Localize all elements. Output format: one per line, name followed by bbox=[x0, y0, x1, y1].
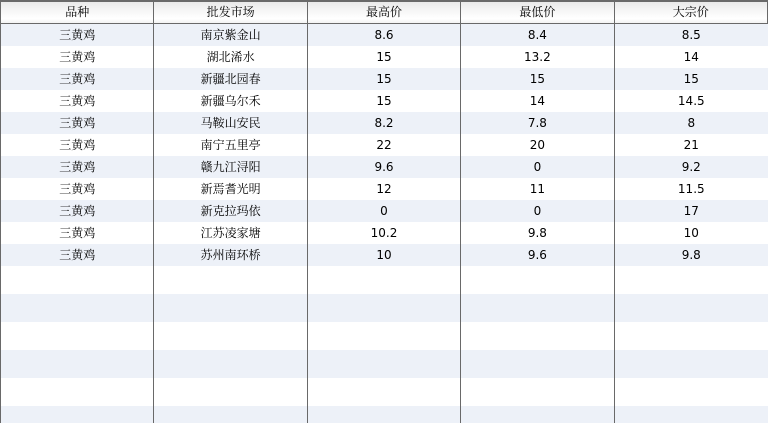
empty-cell bbox=[154, 378, 307, 406]
empty-cell bbox=[615, 406, 768, 423]
empty-cell bbox=[308, 406, 461, 423]
cell-variety: 三黄鸡 bbox=[1, 24, 154, 46]
empty-cell bbox=[154, 266, 307, 294]
table-row[interactable] bbox=[1, 244, 768, 266]
empty-cell bbox=[1, 350, 154, 378]
cell-low: 11 bbox=[461, 178, 614, 200]
cell-high: 9.6 bbox=[308, 156, 461, 178]
cell-low: 13.2 bbox=[461, 46, 614, 68]
column-header-high[interactable]: 最高价 bbox=[308, 2, 461, 23]
table-row[interactable] bbox=[1, 46, 768, 68]
cell-variety: 三黄鸡 bbox=[1, 178, 154, 200]
empty-cell bbox=[154, 294, 307, 322]
cell-variety: 三黄鸡 bbox=[1, 112, 154, 134]
empty-row bbox=[1, 406, 768, 423]
cell-bulk: 17 bbox=[683, 204, 699, 218]
cell-bulk: 10 bbox=[683, 226, 699, 240]
cell-variety: 三黄鸡 bbox=[1, 222, 154, 244]
empty-cell bbox=[154, 350, 307, 378]
table-row[interactable] bbox=[1, 90, 768, 112]
empty-cell bbox=[1, 322, 154, 350]
table-row[interactable] bbox=[1, 68, 768, 90]
cell-high: 10 bbox=[308, 244, 461, 266]
empty-cell bbox=[308, 294, 461, 322]
cell-high: 15 bbox=[308, 90, 461, 112]
empty-cell bbox=[615, 266, 768, 294]
cell-market: 南宁五里亭 bbox=[154, 134, 307, 156]
empty-cell bbox=[615, 294, 768, 322]
cell-low: 7.8 bbox=[461, 112, 614, 134]
empty-row bbox=[1, 378, 768, 406]
empty-cell bbox=[461, 350, 614, 378]
empty-cell bbox=[308, 350, 461, 378]
cell-variety: 三黄鸡 bbox=[1, 244, 154, 266]
empty-row bbox=[1, 266, 768, 294]
cell-high: 22 bbox=[308, 134, 461, 156]
cell-bulk: 8 bbox=[687, 116, 696, 130]
cell-bulk: 9.2 bbox=[681, 160, 701, 174]
cell-market: 南京紫金山 bbox=[154, 24, 307, 46]
cell-low: 8.4 bbox=[461, 24, 614, 46]
cell-market: 新焉耆光明 bbox=[154, 178, 307, 200]
empty-cell bbox=[308, 378, 461, 406]
table-row[interactable] bbox=[1, 200, 768, 222]
empty-cell bbox=[1, 294, 154, 322]
empty-cell bbox=[461, 322, 614, 350]
cell-high: 10.2 bbox=[308, 222, 461, 244]
cell-high: 8.2 bbox=[308, 112, 461, 134]
empty-cell bbox=[461, 266, 614, 294]
cell-bulk: 14.5 bbox=[677, 94, 705, 108]
column-header-market[interactable]: 批发市场 bbox=[154, 2, 307, 23]
empty-cell bbox=[615, 322, 768, 350]
cell-market: 赣九江浔阳 bbox=[154, 156, 307, 178]
column-header-low[interactable]: 最低价 bbox=[461, 2, 614, 23]
cell-high: 0 bbox=[308, 200, 461, 222]
cell-high: 12 bbox=[308, 178, 461, 200]
column-header-bulk[interactable]: 大宗价 bbox=[615, 2, 768, 23]
cell-high: 15 bbox=[308, 68, 461, 90]
cell-bulk: 21 bbox=[683, 138, 699, 152]
cell-bulk: 9.8 bbox=[681, 248, 701, 262]
table-row[interactable] bbox=[1, 222, 768, 244]
cell-low: 0 bbox=[461, 200, 614, 222]
table-header-row bbox=[1, 0, 768, 24]
cell-low: 9.8 bbox=[461, 222, 614, 244]
cell-variety: 三黄鸡 bbox=[1, 68, 154, 90]
empty-cell bbox=[1, 378, 154, 406]
column-header-variety[interactable]: 品种 bbox=[1, 2, 154, 23]
table-row[interactable] bbox=[1, 134, 768, 156]
table-row[interactable] bbox=[1, 156, 768, 178]
cell-variety: 三黄鸡 bbox=[1, 156, 154, 178]
cell-variety: 三黄鸡 bbox=[1, 200, 154, 222]
empty-row bbox=[1, 322, 768, 350]
cell-bulk: 8.5 bbox=[681, 28, 701, 42]
empty-cell bbox=[308, 266, 461, 294]
cell-variety: 三黄鸡 bbox=[1, 134, 154, 156]
cell-low: 15 bbox=[461, 68, 614, 90]
table-row[interactable] bbox=[1, 24, 768, 46]
cell-low: 9.6 bbox=[461, 244, 614, 266]
cell-market: 苏州南环桥 bbox=[154, 244, 307, 266]
cell-market: 马鞍山安民 bbox=[154, 112, 307, 134]
cell-market: 新疆北园春 bbox=[154, 68, 307, 90]
cell-variety: 三黄鸡 bbox=[1, 90, 154, 112]
empty-row bbox=[1, 350, 768, 378]
empty-cell bbox=[154, 322, 307, 350]
cell-variety: 三黄鸡 bbox=[1, 46, 154, 68]
empty-cell bbox=[154, 406, 307, 423]
empty-cell bbox=[615, 350, 768, 378]
cell-low: 14 bbox=[461, 90, 614, 112]
empty-cell bbox=[461, 378, 614, 406]
cell-market: 湖北浠水 bbox=[154, 46, 307, 68]
empty-cell bbox=[1, 406, 154, 423]
empty-cell bbox=[461, 406, 614, 423]
cell-bulk: 14 bbox=[683, 50, 699, 64]
cell-bulk: 15 bbox=[683, 72, 699, 86]
cell-market: 新疆乌尔禾 bbox=[154, 90, 307, 112]
cell-high: 15 bbox=[308, 46, 461, 68]
table-body bbox=[1, 24, 768, 423]
empty-row bbox=[1, 294, 768, 322]
empty-cell bbox=[461, 294, 614, 322]
empty-cell bbox=[1, 266, 154, 294]
cell-high: 8.6 bbox=[308, 24, 461, 46]
cell-bulk: 11.5 bbox=[677, 182, 705, 196]
cell-market: 江苏凌家塘 bbox=[154, 222, 307, 244]
cell-low: 20 bbox=[461, 134, 614, 156]
cell-low: 0 bbox=[461, 156, 614, 178]
empty-cell bbox=[615, 378, 768, 406]
table-row[interactable] bbox=[1, 178, 768, 200]
table-row[interactable] bbox=[1, 112, 768, 134]
cell-market: 新克拉玛依 bbox=[154, 200, 307, 222]
empty-cell bbox=[308, 322, 461, 350]
